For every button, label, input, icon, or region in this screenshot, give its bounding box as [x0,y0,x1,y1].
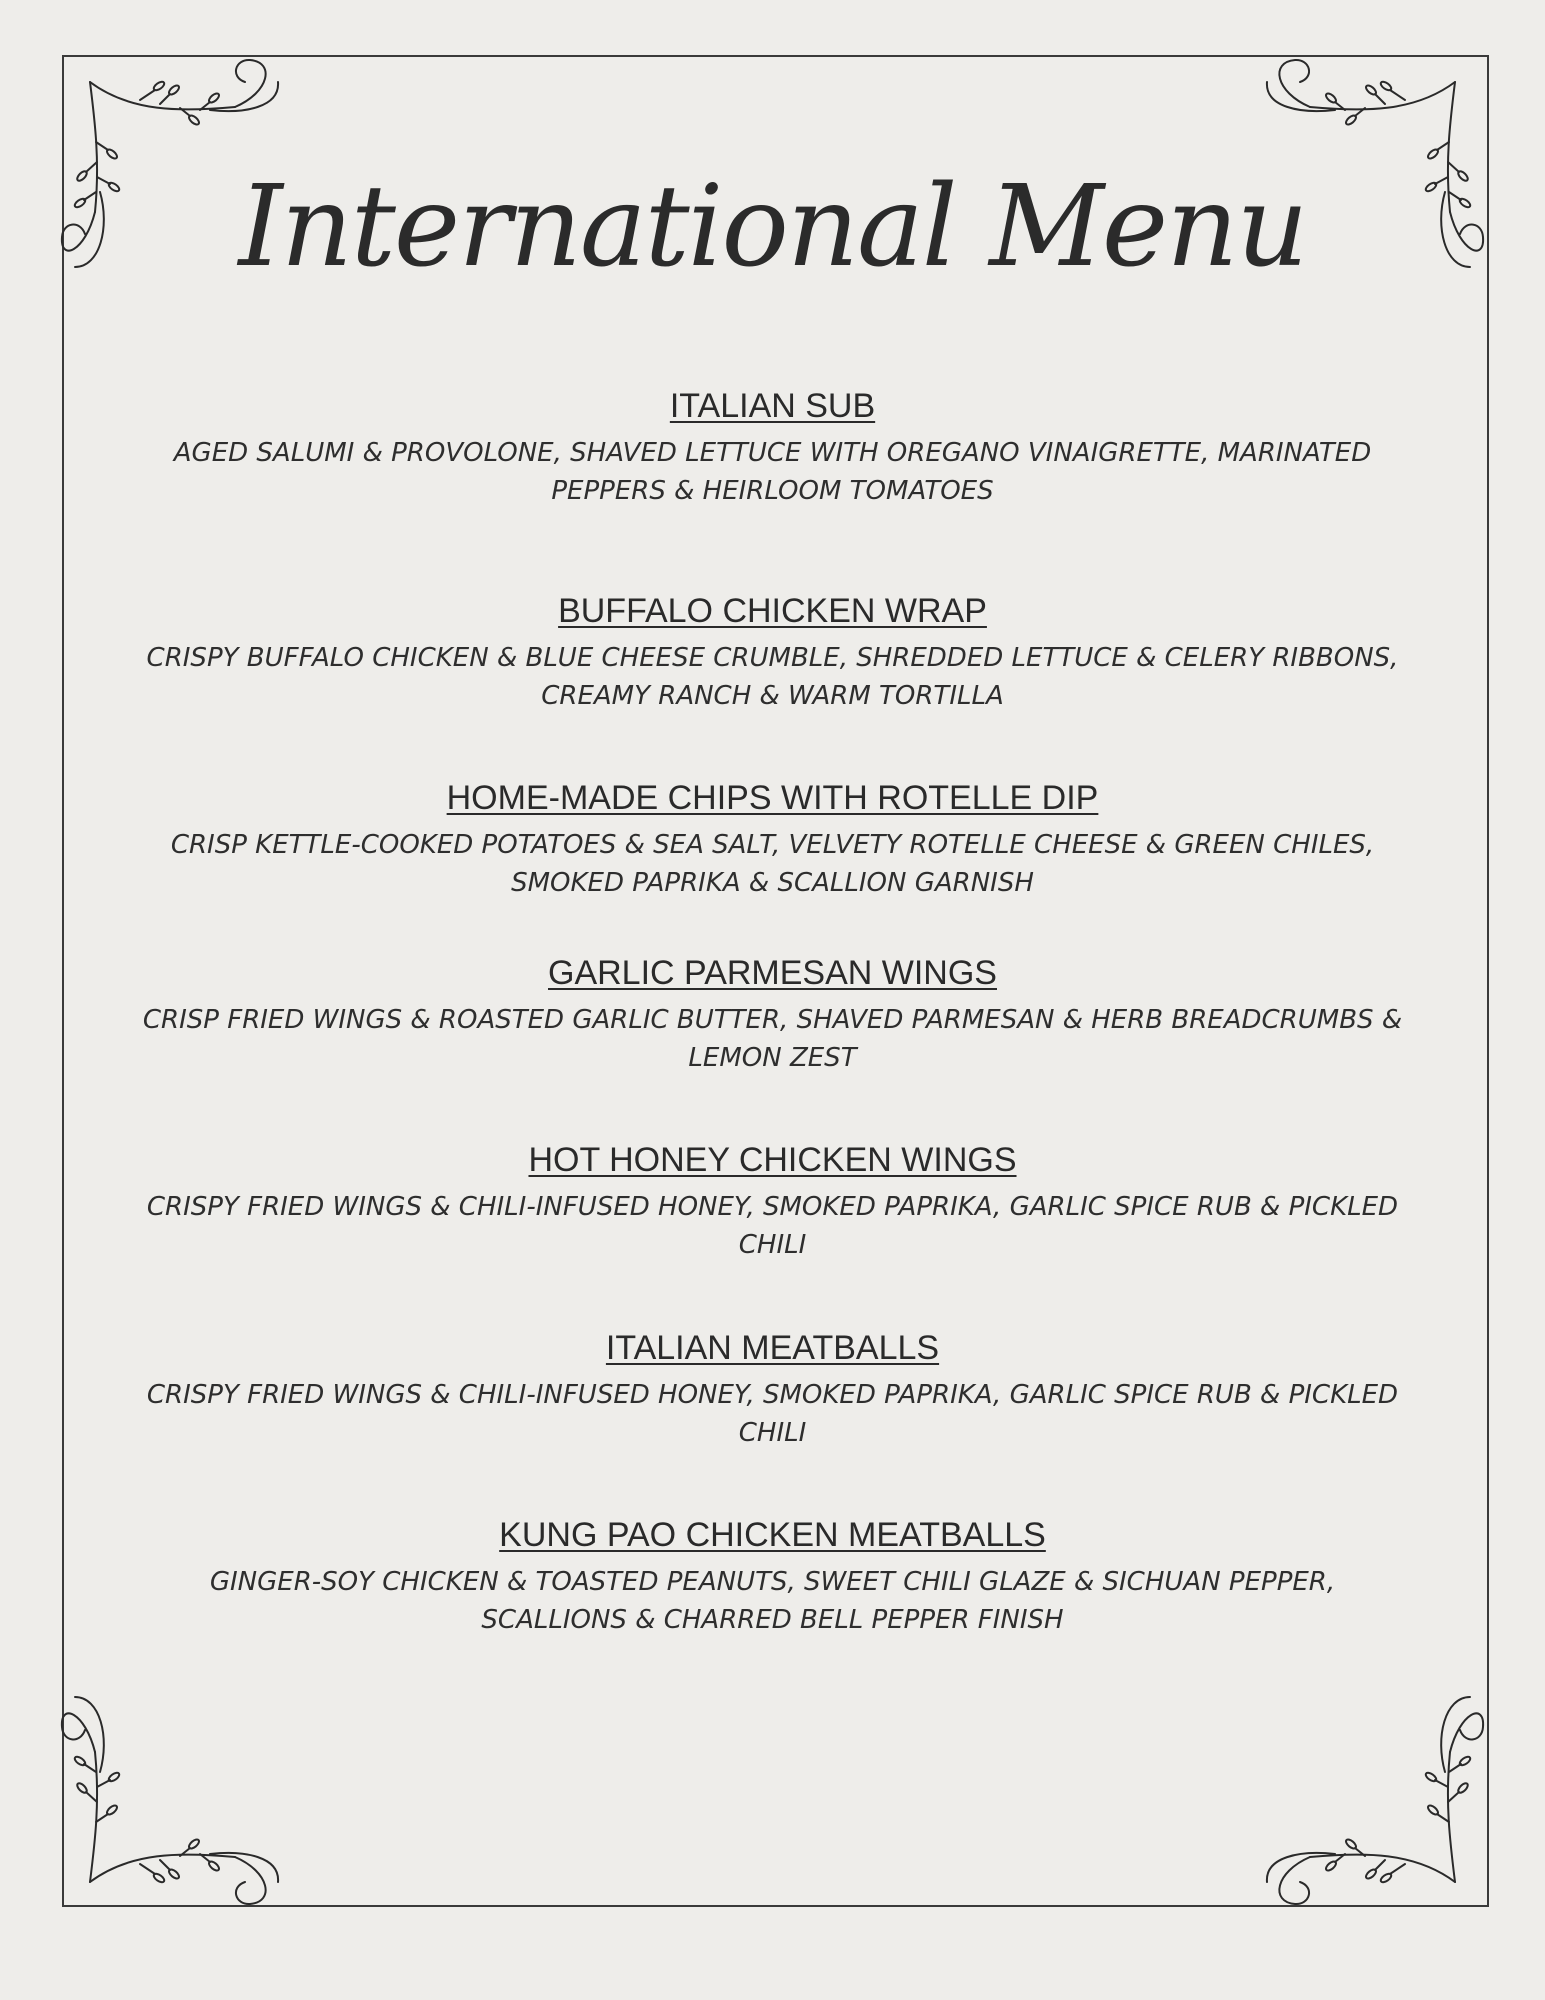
menu-item [140,1138,1405,1264]
menu-item [140,384,1405,510]
menu-item-name: BUFFALO CHICKEN WRAP [558,592,987,630]
floral-flourish-icon [1255,1682,1485,1912]
menu-item [140,776,1405,902]
menu-title: International Menu [238,162,1307,292]
menu-item-name: ITALIAN MEATBALLS [605,1329,940,1367]
menu-item-description: CRISP FRIED WINGS & ROASTED GARLIC BUTTER, SHAVED PARMESAN & HERB BREADCRUMBS & LEMON ZEST [142,1005,1403,1073]
floral-flourish-icon [60,1682,290,1912]
menu-item-description: CRISPY FRIED WINGS & CHILI-INFUSED HONEY, SMOKED PAPRIKA, GARLIC SPICE RUB & PICKLED CHILI [146,1380,1399,1448]
menu-item-name: HOT HONEY CHICKEN WINGS [528,1141,1017,1179]
menu-item-description: CRISPY BUFFALO CHICKEN & BLUE CHEESE CRUMBLE, SHREDDED LETTUCE & CELERY RIBBONS, CREAMY RANCH & WARM TORTILLA [146,643,1399,711]
menu-item-name: GARLIC PARMESAN WINGS [548,954,997,992]
menu-item [140,1513,1405,1639]
menu-item-description: GINGER-SOY CHICKEN & TOASTED PEANUTS, SWEET CHILI GLAZE & SICHUAN PEPPER, SCALLIONS & CHARRED BELL PEPPER FINISH [209,1567,1336,1635]
menu-item [140,589,1405,715]
menu-item-name: HOME-MADE CHIPS WITH ROTELLE DIP [446,779,1099,817]
menu-item-description: CRISP KETTLE-COOKED POTATOES & SEA SALT, VELVETY ROTELLE CHEESE & GREEN CHILES, SMOKED PAPRIKA & SCALLION GARNISH [170,830,1375,898]
menu-item [140,1326,1405,1452]
menu-item-description: CRISPY FRIED WINGS & CHILI-INFUSED HONEY, SMOKED PAPRIKA, GARLIC SPICE RUB & PICKLED CHILI [146,1192,1399,1260]
menu-item [140,951,1405,1077]
menu-item-name: ITALIAN SUB [669,387,876,425]
menu-item-name: KUNG PAO CHICKEN MEATBALLS [499,1516,1046,1554]
menu-item-description: AGED SALUMI & PROVOLONE, SHAVED LETTUCE WITH OREGANO VINAIGRETTE, MARINATED PEPPERS & HEIRLOOM TOMATOES [173,438,1372,506]
